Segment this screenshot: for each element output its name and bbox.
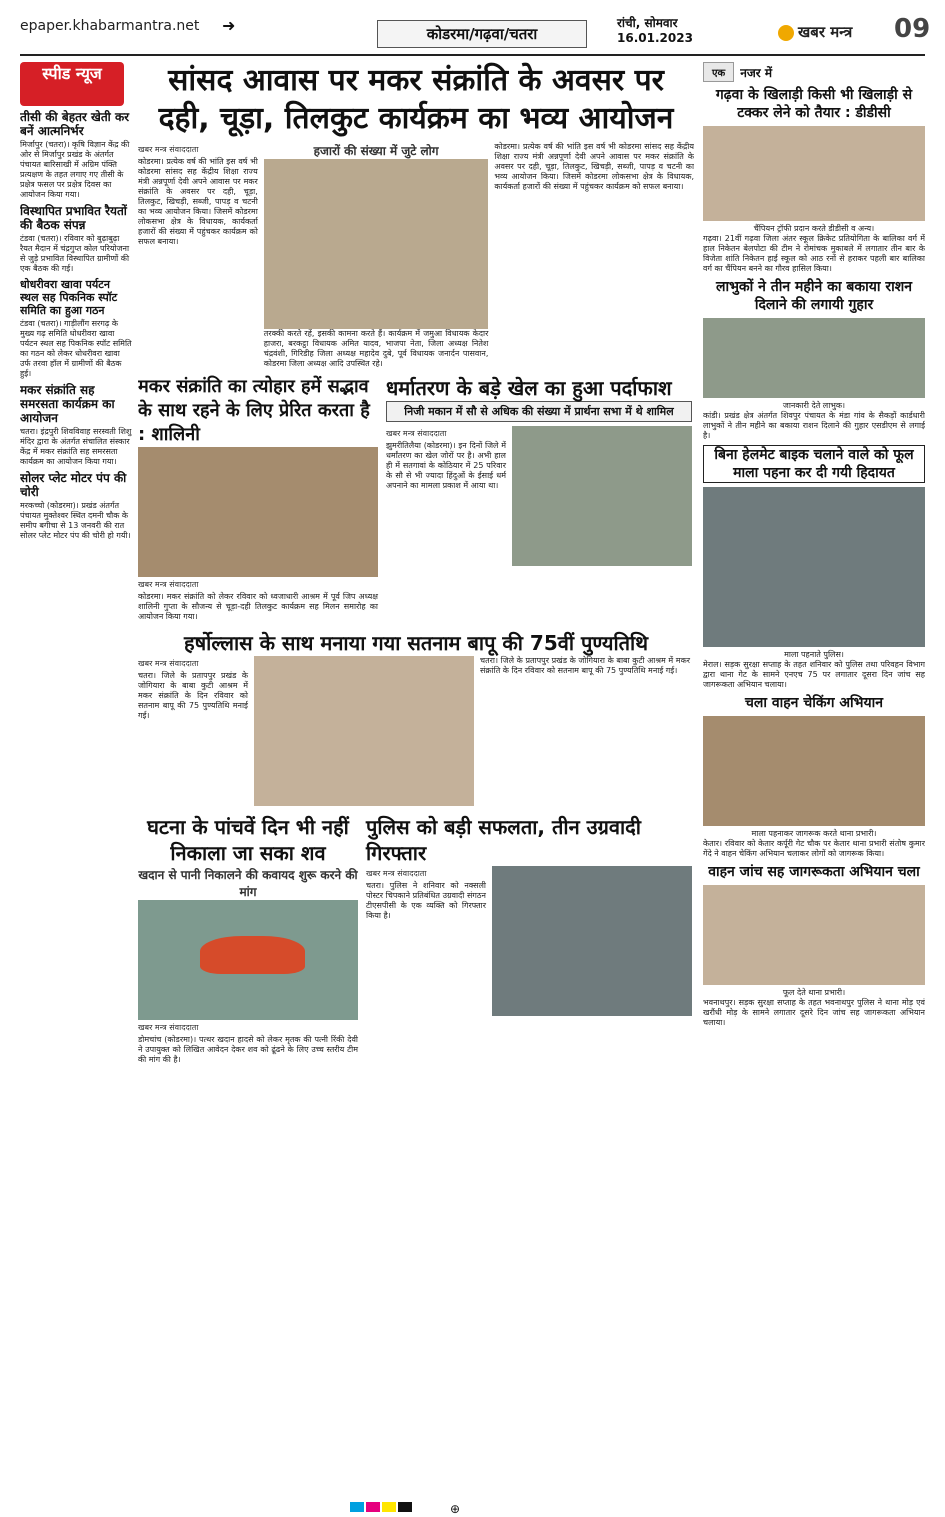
story1-text2: तरक्की करते रहें, इसकी कामना करते हैं। कार्यक्रम में जमुआ विधायक केदार हाजरा, बरकट्ठा विधायक अमित यादव, भाजपा नेता, जिला अध्यक्ष नितेश चंद्रवंशी, गिरिडीह जिला अध्यक्ष महादेव दुबे, पूर्व विधायक जनार्दन पासवान, कोडरमा जिला अध्यक्ष आदि उपस्थित रहे। [263,329,489,368]
date-block [617,16,693,46]
left-story-title: सोलर प्लेट मोटर पंप की चोरी [20,471,127,499]
epaper-url[interactable]: epaper.khabarmantra.net [20,18,200,34]
story1-text-cont: कोडरमा। प्रत्येक वर्ष की भांति इस वर्ष भी कोडरमा सांसद सह केंद्रीय शिक्षा राज्य मंत्री अन्नपूर्णा देवी अपने आवास पर मकर संक्रांति के अवसर पर दही, चूड़ा, तिलकुट, खिचड़ी, सब्जी, पापड़ व चटनी का भव्य आयोजन किया। जिसमें कोडरमा लोकसभा क्षेत्र के विधायक, कार्यकर्ता हजारों की संख्या में पहुंचकर कार्यक्रम को सफल बनाया। [494,142,694,191]
byline: खबर मन्त्र संवाददाता [138,1023,199,1032]
brand-dot-icon [778,25,794,41]
satnam-body [138,656,694,806]
janch-caption: फूल देते थाना प्रभारी। [782,988,846,997]
byline: खबर मन्त्र संवाददाता [138,580,199,589]
satnam-block [138,630,694,806]
section-title: कोडरमा/गढ़वा/चतरा [377,20,587,48]
satnam-headline: हर्षोल्लास के साथ मनाया गया सतनाम बापू की 75वीं पुण्यतिथि [184,631,648,655]
garhwa-text: गढ़वा। 21वीं गढ़वा जिला अंतर स्कूल क्रिकेट प्रतियोगिता के बालिका वर्ग में हाल निकेतन बेलपोटा की टीम ने रोमांचक मुकाबले में लगातार तीन बार के विजेता शांति निकेतन हाई स्कूल को आठ रनों से हराकर पहली बार बालिका वर्ग का चैंपियन बनने का गौरव हासिल किया। [703,234,925,273]
ek-najar-header [703,62,925,82]
registration-mark-icon: ⊕ [450,1502,461,1516]
byline: खबर मन्त्र संवाददाता [366,869,427,878]
left-story-text: टंडवा (चतरा)। रविवार को बुढ़ाबुढ़ा रैयत मैदान में चंद्रगुप्त कोल परियोजना से जुड़े प्रभावित विस्थापित ग्रामीणों की एक बैठक की गई। [20,234,130,273]
second-row [138,375,694,622]
dharm-text: झुमरीतिलैया (कोडरमा)। इन दिनों जिले में धर्मांतरण का खेल जोरों पर है। अभी हाल ही में सतगावां के कोठियार में 25 परिवार के सौ से भी ज्यादा हिंदुओं के ईसाई धर्म अपनाने का मामला प्रकाश में आया था। [386,441,506,490]
story1-text-col [138,142,258,369]
shalini-photo [138,447,378,577]
garhwa-caption: चैंपियन ट्रॉफी प्रदान करते डीडीसी व अन्य। [753,224,875,233]
ghatna-text: डोमचांच (कोडरमा)। पत्थर खदान हादसे को लेकर मृतक की पत्नी रिंकी देवी ने उपायुक्त को लिखित आवेदन देकर शव को ढूंढने के लिए उच्च स्तरीय टीम की मांग की है। [138,1035,358,1064]
vahan-headline: चला वाहन चेकिंग अभियान [744,695,884,711]
main-headline-line2: दही, चूड़ा, तिलकुट कार्यक्रम का भव्य आयोजन [158,101,674,136]
byline: खबर मन्त्र संवाददाता [138,145,199,154]
helmet-text: मेराल। सड़क सुरक्षा सप्ताह के तहत शनिवार को पुलिस तथा परिवहन विभाग द्वारा थाना गेट के सामने एनएच 75 पर लगातार दूसरा दिन जांच सह जागरूकता अभियान चलाया। [703,660,925,689]
city-day: रांची, सोमवार [617,16,678,30]
left-story-text: चतरा। इंद्रपुरी शिवविवाह सरस्वती शिशु मंदिर द्वारा के अंतर्गत संचालित संस्कार केंद्र में मकर संक्रांति सह समरसता कार्यक्रम का आयोजन किया गया। [20,427,132,466]
shalini-block [138,375,378,622]
labhuk-text: कांडी। प्रखंड क्षेत्र अंतर्गत शिवपुर पंचायत के मंडा गांव के सैकड़ों कार्डधारी लाभुकों ने तीन महीने का बकाया राशन दिलाने की गुहार एसडीएम से लगाई है। [703,411,925,440]
fourth-row [138,814,694,1065]
police-block [366,814,692,1065]
main-column [138,62,694,1502]
dharm-block [386,375,692,622]
left-story [20,110,132,200]
janch-headline: वाहन जांच सह जागरूकता अभियान चला [708,864,920,880]
helmet-caption: माला पहनाते पुलिस। [784,650,844,659]
shalini-headline: मकर संक्रांति का त्योहार हमें सद्भाव के साथ रहने के लिए प्रेरित करता है : शालिनी [138,376,370,445]
labhuk-headline: लाभुकों ने तीन महीने का बकाया राशन दिलाने की लगायी गुहार [715,279,913,313]
left-story [20,278,132,379]
left-story-text: मरकच्चो (कोडरमा)। प्रखंड अंतर्गत पंचायत मुक्तेश्वर स्थित दमनी चौक के समीप बगीचा से 13 जनवरी की रात सोलर प्लेट मोटर पंप की चोरी हो गयी। [20,501,131,540]
registration-color-bar [382,1502,396,1512]
dharm-headline: धर्मातरण के बड़े खेल का हुआ पर्दाफाश [386,376,672,400]
janch-photo [703,885,925,985]
story1-text-col2 [494,142,694,369]
issue-date: 16.01.2023 [617,31,693,45]
labhuk-photo [703,318,925,398]
police-headline: पुलिस को बड़ी सफलता, तीन उग्रवादी गिरफ्तार [366,815,641,865]
vahan-photo [703,716,925,826]
shalini-text: कोडरमा। मकर संक्रांति को लेकर रविवार को ध्वजाधारी आश्रम में पूर्व जिप अध्यक्ष शालिनी गुप्ता के सौजन्य से चूड़ा-दही तिलकुट कार्यक्रम सह मिलन समारोह का आयोजन किया गया। [138,592,378,621]
left-story-title: तीसी की बेहतर खेती कर बनें आत्मनिर्भर [20,110,130,138]
registration-color-bar [398,1502,412,1512]
brand-logo [778,22,852,42]
police-text: चतरा। पुलिस ने शनिवार को नक्सली पोस्टर चिपकाने प्रतिबंधित उग्रवादी संगठन टीएसपीसी के एक व्यक्ति को गिरफ्तार किया है। [366,881,486,920]
story1-photo [264,159,489,329]
ghatna-block [138,814,358,1065]
ek-label: एक [703,62,734,82]
left-story-text: टंडवा (चतरा)। गाड़ीलौंग सरगढ़ के मुख्य गढ़ समिति धोधरीवरा खावा पर्यटन स्थल सह पिकनिक स्पॉट समिति का गठन को लेकर धोधरीवरा खावा उर्फ तरवा हॉल में ग्रामीणों की बैठक हुई। [20,319,132,378]
registration-color-bar [350,1502,364,1512]
ghatna-photo [138,900,358,1020]
header-rule [20,54,925,56]
boat-shape [200,936,306,974]
story1-text: कोडरमा। प्रत्येक वर्ष की भांति इस वर्ष भी कोडरमा सांसद सह केंद्रीय शिक्षा राज्य मंत्री अन्नपूर्णा देवी अपने आवास पर मकर संक्रांति के अवसर पर दही, चूड़ा, तिलकुट, खिचड़ी, सब्जी, पापड़ व चटनी का भव्य आयोजन किया। जिसमें कोडरमा लोकसभा क्षेत्र के विधायक, कार्यकर्ता हजारों की संख्या में पहुंचकर कार्यक्रम को सफल बनाया। [138,157,258,246]
satnam-photo [254,656,474,806]
pointer-icon: ➜ [222,16,236,35]
dharm-text-col [386,426,506,566]
police-text-col [366,866,486,1016]
dharm-subhead: निजी मकान में सौ से अधिक की संख्या में प्रार्थना सभा में थे शामिल [386,401,692,422]
page-number: 09 [894,14,931,44]
left-column [20,62,132,1502]
left-story [20,471,132,541]
ghatna-subhead: खदान से पानी निकालने की कवायद शुरू करने की मांग [138,868,358,899]
najar-label: नजर में [740,65,773,80]
labhuk-caption: जानकारी देते लाभुक। [782,401,846,410]
satnam-text: चतरा। जिले के प्रतापपुर प्रखंड के जोगियारा के बाबा कुटी आश्रम में मकर संक्रांति के दिन रविवार को सतनाम बापू की 75 पुण्यतिथि मनाई गई। [138,671,248,720]
left-story [20,204,132,274]
vahan-text: केतार। रविवार को केतार कर्पूरी गेट चौक पर केतार थाना प्रभारी संतोष कुमार गेंदे ने वाहन चेकिंग अभियान चलाकर लोगों को जागरूक किया। [703,839,925,858]
dharm-photo [512,426,692,566]
garhwa-photo [703,126,925,221]
left-story-text: मिर्जापुर (चतरा)। कृषि विज्ञान केंद्र की ओर से मिर्जापुर प्रखंड के अंतर्गत पंचायत बारिसाखी में अग्रिम पंक्ति प्रत्यक्षण के तहत लगाए गए तीसी के प्रक्षेत्र फसल पर प्रक्षेत्र दिवस का आयोजन किया गया। [20,140,130,199]
garhwa-headline: गढ़वा के खिलाड़ी किसी भी खिलाड़ी से टक्कर लेने को तैयार : डीडीसी [715,87,913,121]
right-column [703,62,925,1502]
janch-text: भवनाथपुर। सड़क सुरक्षा सप्ताह के तहत भवनाथपुर पुलिस ने थाना मोड़ एवं खरौंधी मोड़ के सामने लगातार दूसरे दिन जांच सह जागरूकता अभियान चलाया। [703,998,925,1027]
police-body [366,866,692,1016]
vahan-caption: माला पहनाकर जागरूक करते थाना प्रभारी। [751,829,877,838]
left-story-title: धोधरीवरा खावा पर्यटन स्थल सह पिकनिक स्पॉट समिति का हुआ गठन [20,278,118,317]
brand-name: खबर मन्त्र [798,23,853,41]
left-story-title: विस्थापित प्रभावित रैयतों की बैठक संपन्न [20,204,127,232]
ghatna-headline: घटना के पांचवें दिन भी नहीं निकाला जा सका शव [147,815,349,865]
registration-color-bar [366,1502,380,1512]
dharm-body [386,426,692,566]
byline: खबर मन्त्र संवाददाता [386,429,447,438]
satnam-text-cont: चतरा। जिले के प्रतापपुर प्रखंड के जोगियारा के बाबा कुटी आश्रम में मकर संक्रांति के दिन रविवार को सतनाम बापू की 75 पुण्यतिथि मनाई गई। [480,656,690,675]
story1-photo-col [264,142,489,369]
byline: खबर मन्त्र संवाददाता [138,659,199,668]
speed-news-badge: स्पीड न्यूज [20,62,124,106]
police-photo [492,866,692,1016]
left-story-title: मकर संक्रांति सह समरसता कार्यक्रम का आयोजन [20,383,115,425]
page-header [0,0,945,56]
story1-subhead: हजारों की संख्या में जुटे लोग [313,144,439,158]
main-headline-line1: सांसद आवास पर मकर संक्रांति के अवसर पर [168,63,664,98]
satnam-text-col [138,656,248,806]
left-story [20,383,132,467]
helmet-photo [703,487,925,647]
helmet-headline: बिना हेलमेट बाइक चलाने वाले को फूल माला पहना कर दी गयी हिदायत [703,445,925,483]
story1-block [138,142,694,369]
